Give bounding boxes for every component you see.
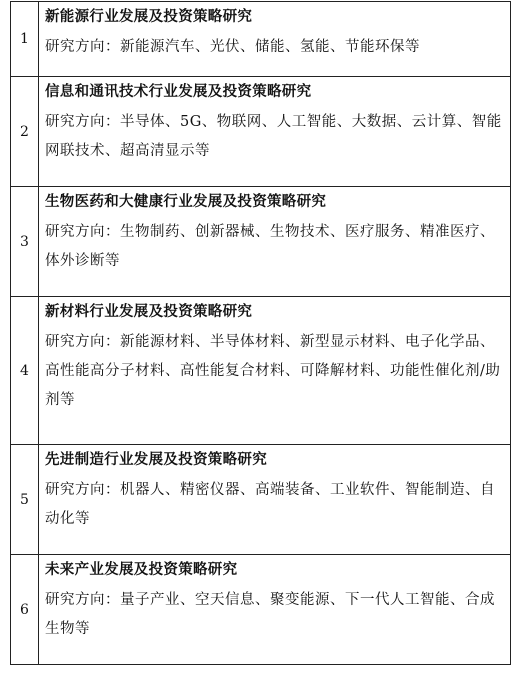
topic-title: 新材料行业发展及投资策略研究	[45, 303, 253, 320]
topic-description: 研究方向：半导体、5G、物联网、人工智能、大数据、云计算、智能网联技术、超高清显示等	[45, 114, 502, 159]
topic-description: 研究方向：新能源材料、半导体材料、新型显示材料、电子化学品、高性能高分子材料、高性能复合材料、可降解材料、功能性催化剂/助剂等	[45, 334, 501, 408]
topic-title: 信息和通讯技术行业发展及投资策略研究	[45, 83, 312, 100]
topic-title: 新能源行业发展及投资策略研究	[45, 8, 253, 25]
row-number-cell	[11, 77, 39, 187]
row-number-cell	[11, 2, 39, 77]
row-content-cell	[39, 187, 511, 297]
table-row	[11, 187, 511, 297]
row-content-cell	[39, 2, 511, 77]
row-number: 5	[20, 491, 29, 508]
table-row	[11, 2, 511, 77]
topic-description: 研究方向：生物制药、创新器械、生物技术、医疗服务、精准医疗、体外诊断等	[45, 224, 495, 269]
table-row	[11, 555, 511, 665]
topic-description: 研究方向：机器人、精密仪器、高端装备、工业软件、智能制造、自动化等	[45, 482, 495, 527]
topic-title: 未来产业发展及投资策略研究	[45, 561, 238, 578]
row-content-cell	[39, 445, 511, 555]
row-number: 4	[20, 362, 29, 379]
topic-description: 研究方向：量子产业、空天信息、聚变能源、下一代人工智能、合成生物等	[45, 592, 495, 637]
row-number-cell	[11, 187, 39, 297]
topic-description: 研究方向：新能源汽车、光伏、储能、氢能、节能环保等	[45, 39, 420, 55]
row-content-cell	[39, 297, 511, 445]
row-number: 6	[20, 601, 29, 618]
row-number: 2	[20, 123, 29, 140]
row-number: 3	[20, 233, 29, 250]
row-number: 1	[20, 31, 29, 47]
row-content-cell	[39, 555, 511, 665]
row-number-cell	[11, 445, 39, 555]
row-number-cell	[11, 555, 39, 665]
research-topics-table	[10, 1, 511, 665]
topic-title: 先进制造行业发展及投资策略研究	[45, 451, 267, 468]
row-content-cell	[39, 77, 511, 187]
table-row	[11, 77, 511, 187]
table-row	[11, 297, 511, 445]
table-row	[11, 445, 511, 555]
topic-title: 生物医药和大健康行业发展及投资策略研究	[45, 193, 327, 210]
row-number-cell	[11, 297, 39, 445]
